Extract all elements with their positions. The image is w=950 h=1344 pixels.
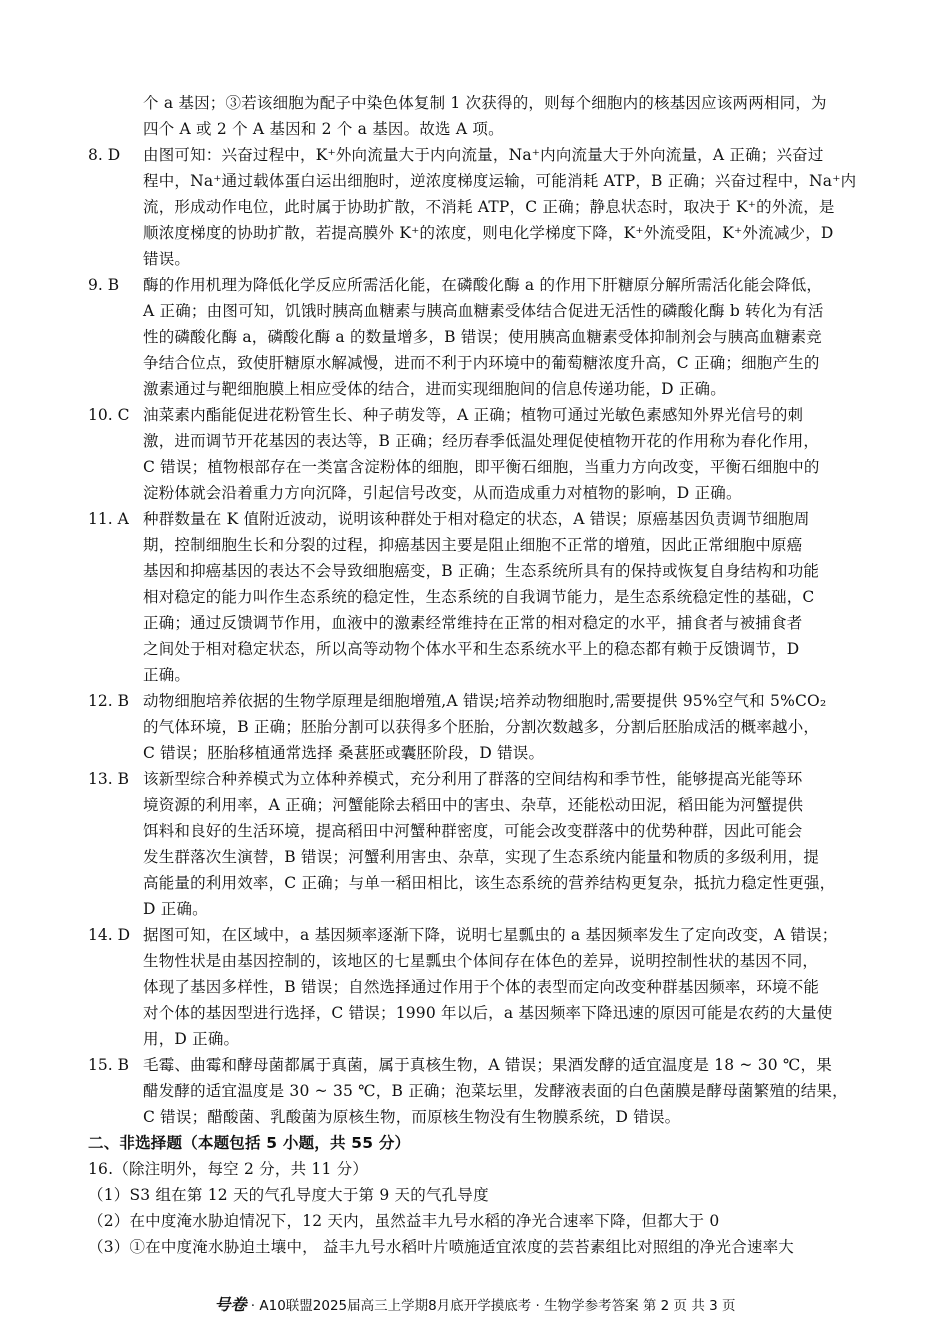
answer-line: 生物性状是由基因控制的，该地区的七星瓢虫个体间存在体色的差异，说明控制性状的基因不同， [143,952,819,970]
answer-line: 期，控制细胞生长和分裂的过程，抑癌基因主要是阻止细胞不正常的增殖，因此正常细胞中原癌 [143,536,803,554]
page-footer [0,1292,950,1315]
answer-line: 之间处于相对稳定状态，所以高等动物个体水平和生态系统水平上的稳态都有赖于反馈调节，D [143,640,800,658]
answer-line: 争结合位点，致使肝糖原水解减慢，进而不利于内环境中的葡萄糖浓度升高，C 正确；细胞产生的 [143,354,820,372]
answer-line: 激素通过与靶细胞膜上相应受体的结合，进而实现细胞间的信息传递功能，D 正确。 [143,380,726,398]
answer-line: 错误。 [143,250,191,268]
answer-line: C 错误；醋酸菌、乳酸菌为原核生物，而原核生物没有生物膜系统，D 错误。 [143,1108,681,1126]
answer-line: 性的磷酸化酶 a，磷酸化酶 a 的数量增多，B 错误；使用胰高血糖素受体抑制剂会与胰高血糖素竞 [143,328,822,346]
answer-line: 发生群落次生演替，B 错误；河蟹利用害虫、杂草，实现了生态系统内能量和物质的多级利用，提 [143,848,820,866]
answer-line: 正确。 [143,666,191,684]
answer-line: D 正确。 [143,900,208,918]
question-number: 12. B [88,692,129,710]
answer-line: 正确；通过反馈调节作用，血液中的激素经常维持在正常的相对稳定的水平，捕食者与被捕食者 [143,614,803,632]
answer-line: 该新型综合种养模式为立体种养模式，充分利用了群落的空间结构和季节性，能够提高光能等环 [143,770,803,788]
section-heading: 二、非选择题（本题包括 5 小题，共 55 分） [88,1134,411,1152]
answer-line: 用，D 正确。 [143,1030,240,1048]
answer-line: 动物细胞培养依据的生物学原理是细胞增殖,A 错误;培养动物细胞时,需要提供 95%空气和 5%CO₂ [143,692,827,710]
answer-line: A 正确；由图可知，饥饿时胰高血糖素与胰高血糖素受体结合促进无活性的磷酸化酶 b 转化为有活 [143,302,824,320]
answer-line: 流，形成动作电位，此时属于协助扩散，不消耗 ATP，C 正确；静息状态时，取决于 K⁺的外流，是 [143,198,835,216]
answer-line: 酶的作用机理为降低化学反应所需活化能，在磷酸化酶 a 的作用下肝糖原分解所需活化能会降低， [143,276,823,294]
question-16-title: 16.（除注明外，每空 2 分，共 11 分） [88,1160,369,1178]
answer-line: 相对稳定的能力叫作生态系统的稳定性，生态系统的自我调节能力，是生态系统稳定性的基础，C [143,588,815,606]
answer-line: 据图可知，在区域中，a 基因频率逐渐下降，说明七星瓢虫的 a 基因频率发生了定向改变，A 错误； [143,926,838,944]
question-number: 14. D [88,926,131,944]
answer-line: 淀粉体就会沿着重力方向沉降，引起信号改变，从而造成重力对植物的影响，D 正确。 [143,484,742,502]
question-number: 13. B [88,770,129,788]
answer-line: C 错误；植物根部存在一类富含淀粉体的细胞，即平衡石细胞，当重力方向改变，平衡石细胞中的 [143,458,820,476]
answer-line: 程中，Na⁺通过载体蛋白运出细胞时，逆浓度梯度运输，可能消耗 ATP，B 正确；兴奋过程中，Na⁺内 [143,172,857,190]
answer-line: 由图可知：兴奋过程中，K⁺外向流量大于内向流量，Na⁺内向流量大于外向流量，A 正确；兴奋过 [143,146,824,164]
answer-line: 四个 A 或 2 个 A 基因和 2 个 a 基因。故选 A 项。 [143,120,504,138]
answer-line: 醋发酵的适宜温度是 30 ~ 35 ℃，B 正确；泡菜坛里，发酵液表面的白色菌膜是酵母菌繁殖的结果， [143,1082,848,1100]
question-number: 8. D [88,146,121,164]
answer-line: 体现了基因多样性，B 错误；自然选择通过作用于个体的表型而定向改变种群基因频率，环境不能 [143,978,820,996]
question-number: 15. B [88,1056,129,1074]
answer-line: 毛霉、曲霉和酵母菌都属于真菌，属于真核生物，A 错误；果酒发酵的适宜温度是 18 ~ 30 ℃，果 [143,1056,832,1074]
footer-text: · A10联盟2025届高三上学期8月底开学摸底考 · 生物学参考答案 第 2 页 共 3 页 [250,1298,736,1314]
answer-line: 境资源的利用率，A 正确；河蟹能除去稻田中的害虫、杂草，还能松动田泥，稻田能为河蟹提供 [143,796,804,814]
answer-line: 个 a 基因；③若该细胞为配子中染色体复制 1 次获得的，则每个细胞内的核基因应该两两相同，为 [143,94,827,112]
answer-line: C 错误；胚胎移植通常选择 桑葚胚或囊胚阶段，D 错误。 [143,744,545,762]
question-16-answer: （2）在中度淹水胁迫情况下，12 天内，虽然益丰九号水稻的净光合速率下降，但都大于 0 [88,1212,720,1230]
question-number: 10. C [88,406,130,424]
answer-line: 基因和抑癌基因的表达不会导致细胞癌变，B 正确；生态系统所具有的保持或恢复自身结构和功能 [143,562,820,580]
answer-line: 种群数量在 K 值附近波动，说明该种群处于相对稳定的状态，A 错误；原癌基因负责调节细胞周 [143,510,810,528]
question-number: 11. A [88,510,129,528]
brand-logo: 号卷 [214,1295,247,1314]
answer-line: 激，进而调节开花基因的表达等，B 正确；经历春季低温处理促使植物开花的作用称为春化作用， [143,432,820,450]
answer-line: 高能量的利用效率，C 正确；与单一稻田相比，该生态系统的营养结构更复杂，抵抗力稳定性更强， [143,874,836,892]
question-number: 9. B [88,276,120,294]
question-16-answer: （1）S3 组在第 12 天的气孔导度大于第 9 天的气孔导度 [88,1186,489,1204]
question-16-answer: （3）①在中度淹水胁迫土壤中， 益丰九号水稻叶片喷施适宜浓度的芸苔素组比对照组的净光合速率大 [88,1238,794,1256]
answer-line: 对个体的基因型进行选择，C 错误；1990 年以后，a 基因频率下降迅速的原因可能是农药的大量使 [143,1004,833,1022]
answer-line: 的气体环境，B 正确；胚胎分割可以获得多个胚胎，分割次数越多，分割后胚胎成活的概率越小， [143,718,820,736]
answer-line: 顺浓度梯度的协助扩散，若提高膜外 K⁺的浓度，则电化学梯度下降，K⁺外流受阻，K⁺外流减少，D [143,224,834,242]
answer-line: 饵料和良好的生活环境，提高稻田中河蟹种群密度，可能会改变群落中的优势种群，因此可能会 [143,822,803,840]
answer-line: 油菜素内酯能促进花粉管生长、种子萌发等，A 正确；植物可通过光敏色素感知外界光信号的刺 [143,406,804,424]
